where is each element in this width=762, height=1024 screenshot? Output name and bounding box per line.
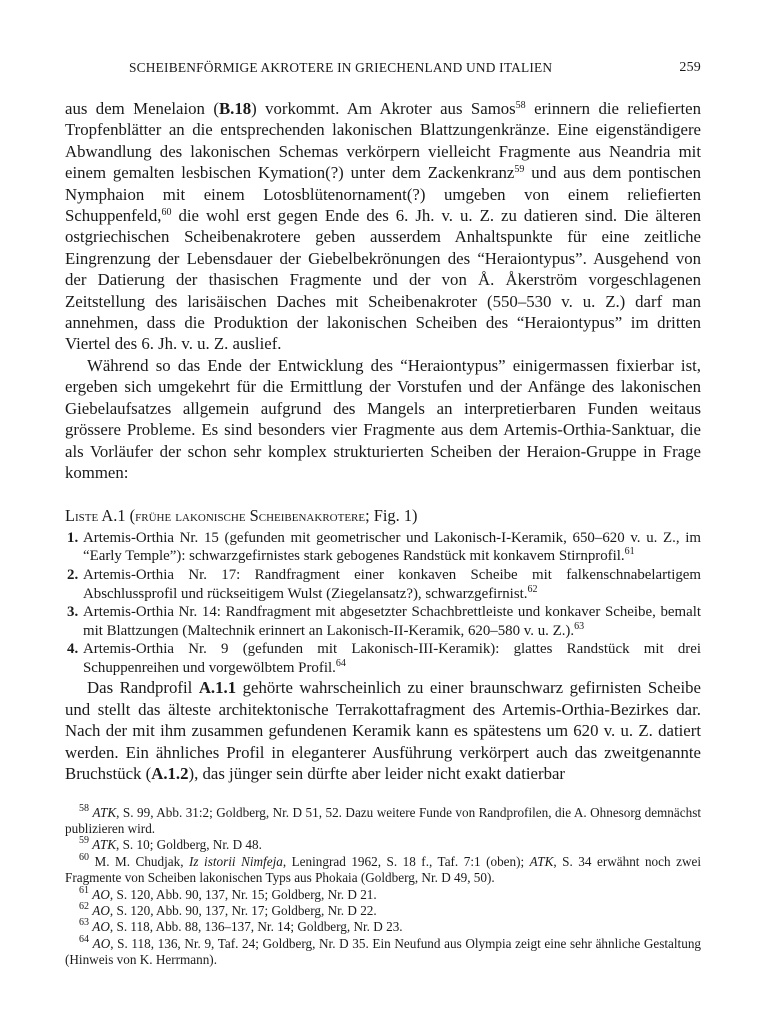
catalog-reference: A.1.1 [198, 678, 237, 698]
list-item: 1. Artemis-Orthia Nr. 15 (gefunden mit geometrischer und Lakonisch-I-Keramik, 650–620 v. u. Z., im “Early Temple”): schwarzgefirnistes stark gebogenes Randstück mit konkavem Stirnprofil.$^{61}$ [67, 529, 701, 565]
footnote-64: $^{64}$ AO, S. 118, 136, Nr. 9, Taf. 24; Goldberg, Nr. D 35. Ein Neufund aus Olympia zeigt eine sehr ähnliche Gestaltung (Hinweis von K. Herrmann). [65, 933, 702, 968]
footnote-ref[interactable]: 60 [161, 207, 172, 219]
footnote-62: $^{62}$ AO, S. 120, Abb. 90, 137, Nr. 17; Goldberg, Nr. D 22. [79, 900, 377, 918]
running-head [65, 60, 701, 84]
footnote-60: $^{60}$ M. M. Chudjak, Iz istorii Nimfeja, Leningrad 1962, S. 18 f., Taf. 7:1 (oben); ATK, S. 34 erwähnt noch zwei Fragmente von Scheiben lakonischen Typs aus Phokaia (Goldberg, Nr. D 49, 50). [65, 851, 701, 886]
page-number: 259 [679, 60, 701, 75]
footnotes [65, 802, 702, 969]
footnote-59: $^{59}$ ATK, S. 10; Goldberg, Nr. D 48. [79, 835, 262, 853]
paragraph-3: Das Randprofil A.1.1 gehörte wahrscheinlich zu einer braunschwarz gefirnisten Scheibe und stellt das älteste architektonische Terrakottafragment des Artemis-Orthia-Bezirkes dar. Nach der mit ihm zusammen gefundenen Keramik kann es spätestens um 620 v. u. Z. datiert werden. Ein ähnliches Profil in eleganterer Ausführung verkörpert auch das zweitgenannte Bruchstück (A.1.2), das jünger sein dürfte aber leider nicht exakt datierbar [65, 678, 701, 784]
footnote-ref[interactable]: 58 [515, 100, 526, 111]
list-heading: Liste A.1 (frühe lakonische Scheibenakrotere; Fig. 1) [65, 506, 418, 526]
list-item: 3. Artemis-Orthia Nr. 14: Randfragment mit abgesetzter Schachbrettleiste und konkaver Scheibe, bemalt mit Blattzungen (Maltechnik erinnert an Lakonisch-II-Keramik, 620–580 v. u. Z.).$^{63}$ [67, 604, 701, 639]
running-head-title: SCHEIBENFÖRMIGE AKROTERE IN GRIECHENLAND UND ITALIEN [129, 60, 553, 75]
catalog-reference: B.18 [218, 99, 252, 118]
page [65, 60, 701, 969]
footnote-ref[interactable]: 61 [624, 546, 635, 558]
footnote-58: $^{58}$ ATK, S. 99, Abb. 31:2; Goldberg, Nr. D 51, 52. Dazu weitere Funde von Randprofilen, die A. Ohnesorg demnächst publizieren wird. [65, 802, 701, 836]
footnote-63: $^{63}$ AO, S. 118, Abb. 88, 136–137, Nr. 14; Goldberg, Nr. D 23. [79, 917, 403, 935]
paragraph-2: Während so das Ende der Entwicklung des “Heraiontypus” einigermassen fixierbar ist, ergeben sich umgekehrt für die Ermittlung der Vorstufen und der Anfänge des lakonischen Giebelaufsatzes allgemein aufgrund des Mangels an interpretierbaren Funden weitaus grössere Probleme. Es sind besonders vier Fragmente aus dem Artemis-Orthia-Sanktuar, die als Vorläufer der schon sehr komplex strukturierten Scheiben der Heraion-Gruppe in Frage kommen: [65, 355, 701, 482]
paragraph-1: aus dem Menelaion (B.18) vorkommt. Am Akroter aus Samos$^{58}$ erinnern die reliefierten Tropfenblätter an die entsprechenden lakonischen Blattzungenkränze. Eine eigenständigere Abwandlung des lakonischen Schemas verkörpern vielleicht Fragmente aus Neandria mit einem gemalten lesbischen Kymation(?) unter dem Zackenkranz$^{59}$ und aus dem pontischen Nymphaion mit einem Lotosblütenornament(?) umgeben von einem reliefierten Schuppenfeld,$^{60}$ die wohl erst gegen Ende des 6. Jh. v. u. Z. zu datieren sind. Die älteren ostgriechischen Scheibenakrotere geben ausserdem Anhaltspunkte für eine zeitliche Eingrenzung der Lebensdauer der Giebelbekrönungen des “Heraiontypus”. Ausgehend von der Datierung der thasischen Fragmente und der von Å. Åkerström vorgeschlagenen Zeitstellung des larisäischen Daches mit Scheibenakroter (550–530 v. u. Z.) darf man annehmen, dass die Produktion der lakonischen Scheiben des “Heraiontypus” im dritten Viertel des 6. Jh. v. u. Z. auslief. [65, 99, 702, 354]
footnote-61: $^{61}$ AO, S. 120, Abb. 90, 137, Nr. 15; Goldberg, Nr. D 21. [79, 884, 377, 902]
footnote-ref[interactable]: 63 [574, 620, 585, 632]
list-item: 2. Artemis-Orthia Nr. 17: Randfragment einer konkaven Scheibe mit falkenschnabelartigem Abschlussprofil und rückseitigem Wulst (Ziegelansatz?), schwarzgefirnist.$^{62}$ [67, 566, 701, 602]
footnote-ref[interactable]: 59 [514, 164, 525, 176]
footnote-ref[interactable]: 64 [335, 657, 346, 669]
list-item: 4. Artemis-Orthia Nr. 9 (gefunden mit Lakonisch-III-Keramik): glattes Randstück mit drei Schuppenreihen und vorgewölbtem Profil.$^{64}$ [67, 641, 701, 676]
fragment-list [65, 529, 701, 678]
body-text [65, 98, 701, 785]
footnote-ref[interactable]: 62 [527, 583, 538, 595]
catalog-reference: A.1.2 [151, 764, 189, 784]
